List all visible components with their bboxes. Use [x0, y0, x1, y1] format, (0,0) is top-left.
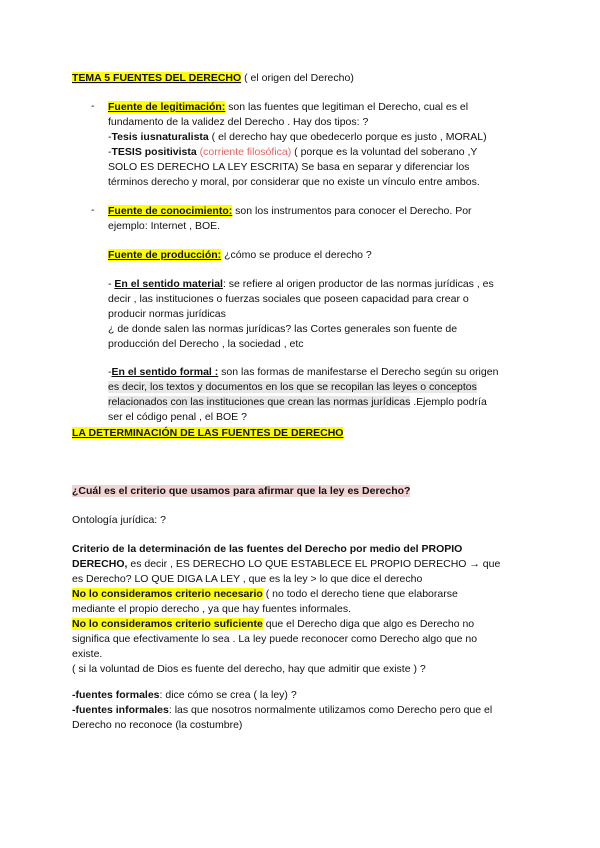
criterio-line: Criterio de la determinación de las fuentes del Derecho por medio del PROPIO	[72, 543, 463, 555]
sentido-material-label: En el sentido material	[114, 278, 223, 290]
legitimacion-line: SOLO ES DERECHO LA LEY ESCRITA) Se basa en separar y diferenciar los	[108, 161, 470, 173]
suficiente-label: No lo consideramos criterio suficiente	[72, 618, 263, 630]
conocimiento-line: ejemplo: Internet , BOE.	[108, 220, 221, 232]
fuentes-block	[72, 688, 492, 733]
fuentes-formales-label: -fuentes formales	[72, 689, 160, 701]
formal-line: ser el código penal , el BOE ?	[108, 411, 247, 423]
suficiente-line: existe.	[72, 648, 103, 660]
legitimacion-label: Fuente de legitimación:	[108, 101, 226, 113]
formal-line: .Ejemplo podría	[410, 396, 487, 408]
fuentes-informales-label: -fuentes informales	[72, 704, 169, 716]
criterio-block	[72, 542, 500, 677]
legitimacion-line: ( porque es la voluntad del soberano ,Y	[291, 146, 478, 158]
legitimacion-line: términos derecho y moral, por considerar que no existe un vínculo entre ambos.	[108, 176, 480, 188]
suficiente-line: significa que efectivamente lo sea . La ley puede reconocer como Derecho algo que no	[72, 633, 478, 645]
produccion-label: Fuente de producción:	[108, 249, 222, 261]
formal-line: son las formas de manifestarse el Derecho según su origen	[218, 366, 499, 378]
necesario-label: No lo consideramos criterio necesario	[72, 588, 263, 600]
tesis-positivista: TESIS positivista	[111, 146, 197, 158]
bullet-dash: -	[91, 100, 95, 112]
criterio-line: es Derecho? LO QUE DIGA LA LEY , que es la ley > lo que dice el derecho	[72, 573, 423, 585]
fuentes-formales-line: : dice cómo se crea ( la ley) ?	[159, 689, 297, 701]
produccion-heading-line	[108, 248, 372, 263]
legitimacion-dash: -	[108, 146, 112, 158]
formal-dash: -	[108, 366, 112, 378]
question-line	[72, 484, 410, 499]
material-dash: -	[108, 278, 115, 290]
necesario-line: ( no todo el derecho tiene que elaborarse	[262, 588, 458, 600]
legitimacion-block	[108, 100, 487, 190]
sentido-material-block	[108, 277, 494, 352]
determinacion-heading: LA DETERMINACIÓN DE LAS FUENTES DE DERECHO	[72, 427, 344, 439]
fuentes-informales-line: : las que nosotros normalmente utilizamos como Derecho pero que el	[168, 704, 493, 716]
determinacion-heading-line	[72, 426, 343, 441]
material-line: ¿ de donde salen las normas jurídicas? las Cortes generales son fuente de	[108, 323, 458, 335]
legitimacion-line: son las fuentes que legitiman el Derecho, cual es el	[225, 101, 469, 113]
legitimacion-dash: -	[108, 131, 112, 143]
produccion-question: ¿cómo se produce el derecho ?	[221, 249, 372, 261]
formal-line: relacionados con las instituciones que crean las normas jurídicas	[108, 396, 411, 408]
title-subtitle: ( el origen del Derecho)	[241, 72, 354, 84]
fuentes-informales-line: Derecho no reconoce (la costumbre)	[72, 719, 243, 731]
material-line: : se refiere al origen productor de las normas jurídicas , es	[222, 278, 494, 290]
conocimiento-label: Fuente de conocimiento:	[108, 205, 233, 217]
material-line: producir normas jurídicas	[108, 308, 226, 320]
title-line	[72, 71, 354, 86]
title-heading: TEMA 5 FUENTES DEL DERECHO	[72, 72, 242, 84]
formal-line: es decir, los textos y documentos en los que se recopilan las leyes o conceptos	[108, 381, 477, 393]
criterio-question: ¿Cuál es el criterio que usamos para afirmar que la ley es Derecho?	[72, 485, 411, 497]
ontologia-line: Ontología jurídica: ?	[72, 514, 166, 526]
corriente-filosofica: (corriente filosófica)	[196, 146, 292, 158]
legitimacion-line: fundamento de la validez del Derecho . Hay dos tipos: ?	[108, 116, 369, 128]
material-line: producción del Derecho , la sociedad , etc	[108, 338, 304, 350]
tesis-iusnaturalista: Tesis iusnaturalista	[111, 131, 209, 143]
material-line: decir , las instituciones o fuerzas sociales que poseen capacidad para crear o	[108, 293, 469, 305]
criterio-line: es decir , ES DERECHO LO QUE ESTABLECE EL PROPIO DERECHO → que	[127, 558, 501, 570]
conocimiento-block	[108, 204, 472, 234]
dios-line: ( si la voluntad de Dios es fuente del derecho, hay que admitir que existe ) ?	[72, 663, 426, 675]
conocimiento-line: son los instrumentos para conocer el Derecho. Por	[232, 205, 472, 217]
necesario-line: mediante el propio derecho , ya que hay fuentes informales.	[72, 603, 352, 615]
legitimacion-line: ( el derecho hay que obedecerlo porque es justo , MORAL)	[208, 131, 487, 143]
bullet-dash: -	[91, 204, 95, 216]
sentido-formal-block	[108, 365, 498, 425]
suficiente-line: que el Derecho diga que algo es Derecho no	[262, 618, 475, 630]
sentido-formal-label: En el sentido formal :	[111, 366, 219, 378]
criterio-derecho: DERECHO,	[72, 558, 128, 570]
